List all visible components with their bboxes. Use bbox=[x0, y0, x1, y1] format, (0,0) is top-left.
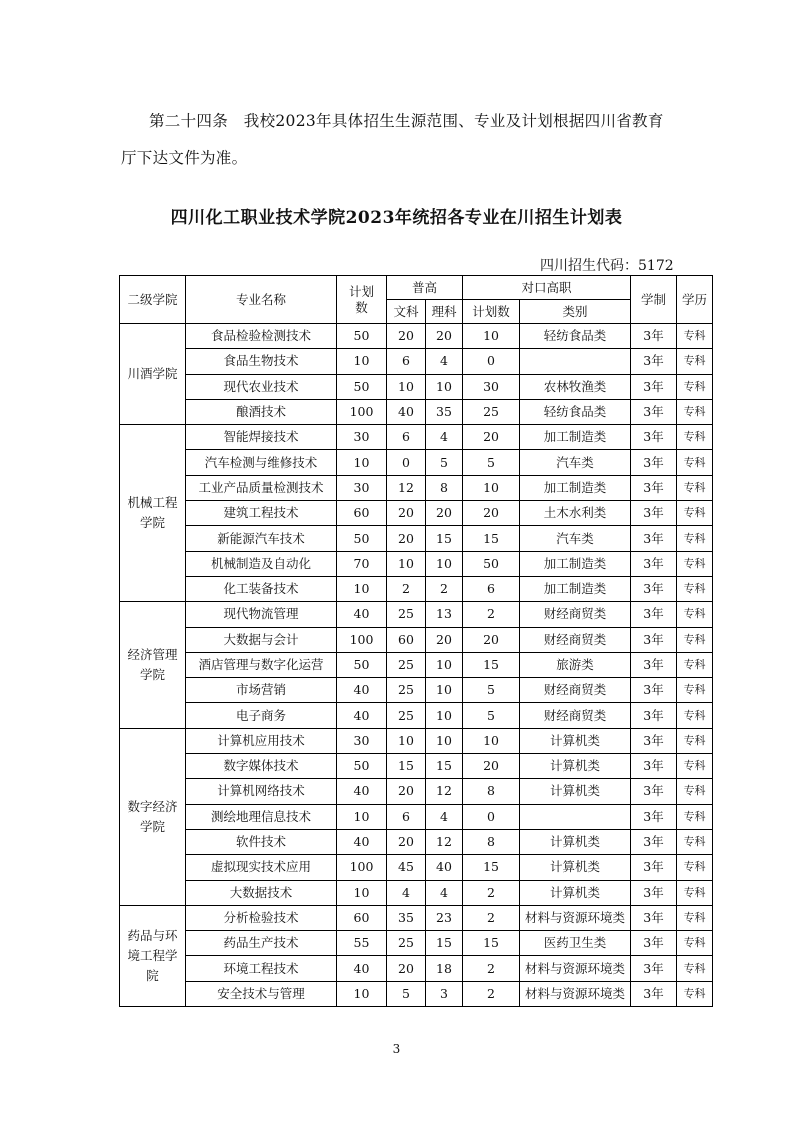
header-college: 二级学院 bbox=[120, 276, 186, 324]
duration-cell: 3年 bbox=[631, 931, 677, 956]
science-cell: 20 bbox=[426, 627, 463, 652]
category-cell: 材料与资源环境类 bbox=[520, 905, 631, 930]
level-cell: 专科 bbox=[677, 905, 713, 930]
science-cell: 12 bbox=[426, 829, 463, 854]
voc-plan-cell: 2 bbox=[463, 981, 520, 1006]
major-cell: 安全技术与管理 bbox=[186, 981, 337, 1006]
plan-cell: 100 bbox=[337, 855, 387, 880]
duration-cell: 3年 bbox=[631, 501, 677, 526]
table-row bbox=[120, 526, 713, 551]
science-cell: 4 bbox=[426, 880, 463, 905]
header-major: 专业名称 bbox=[186, 276, 337, 324]
voc-plan-cell: 8 bbox=[463, 829, 520, 854]
plan-cell: 50 bbox=[337, 324, 387, 349]
major-cell: 智能焊接技术 bbox=[186, 425, 337, 450]
category-cell: 加工制造类 bbox=[520, 475, 631, 500]
voc-plan-cell: 10 bbox=[463, 475, 520, 500]
arts-cell: 20 bbox=[387, 526, 426, 551]
category-cell: 材料与资源环境类 bbox=[520, 981, 631, 1006]
category-cell: 计算机类 bbox=[520, 880, 631, 905]
major-cell: 工业产品质量检测技术 bbox=[186, 475, 337, 500]
voc-plan-cell: 0 bbox=[463, 349, 520, 374]
science-cell: 2 bbox=[426, 576, 463, 601]
arts-cell: 40 bbox=[387, 399, 426, 424]
duration-cell: 3年 bbox=[631, 627, 677, 652]
level-cell: 专科 bbox=[677, 450, 713, 475]
plan-cell: 50 bbox=[337, 374, 387, 399]
science-cell: 4 bbox=[426, 804, 463, 829]
level-cell: 专科 bbox=[677, 324, 713, 349]
category-cell: 加工制造类 bbox=[520, 576, 631, 601]
arts-cell: 20 bbox=[387, 829, 426, 854]
voc-plan-cell: 2 bbox=[463, 602, 520, 627]
level-cell: 专科 bbox=[677, 956, 713, 981]
level-cell: 专科 bbox=[677, 551, 713, 576]
plan-cell: 55 bbox=[337, 931, 387, 956]
plan-cell: 40 bbox=[337, 956, 387, 981]
major-cell: 酿酒技术 bbox=[186, 399, 337, 424]
science-cell: 20 bbox=[426, 501, 463, 526]
category-cell: 土木水利类 bbox=[520, 501, 631, 526]
voc-plan-cell: 20 bbox=[463, 627, 520, 652]
major-cell: 现代农业技术 bbox=[186, 374, 337, 399]
table-row bbox=[120, 627, 713, 652]
page-number: 3 bbox=[392, 1042, 401, 1056]
duration-cell: 3年 bbox=[631, 324, 677, 349]
science-cell: 8 bbox=[426, 475, 463, 500]
category-cell: 加工制造类 bbox=[520, 425, 631, 450]
header-vocational: 对口高职 bbox=[463, 276, 631, 300]
table-row bbox=[120, 981, 713, 1006]
science-cell: 13 bbox=[426, 602, 463, 627]
plan-cell: 50 bbox=[337, 526, 387, 551]
duration-cell: 3年 bbox=[631, 678, 677, 703]
arts-cell: 25 bbox=[387, 652, 426, 677]
arts-cell: 15 bbox=[387, 754, 426, 779]
header-level: 学历 bbox=[677, 276, 713, 324]
header-science: 理科 bbox=[426, 300, 463, 324]
plan-cell: 10 bbox=[337, 349, 387, 374]
duration-cell: 3年 bbox=[631, 349, 677, 374]
table-row bbox=[120, 551, 713, 576]
science-cell: 15 bbox=[426, 526, 463, 551]
category-cell: 加工制造类 bbox=[520, 551, 631, 576]
category-cell: 农林牧渔类 bbox=[520, 374, 631, 399]
college-cell: 数字经济学院 bbox=[120, 728, 186, 905]
level-cell: 专科 bbox=[677, 754, 713, 779]
voc-plan-cell: 6 bbox=[463, 576, 520, 601]
arts-cell: 25 bbox=[387, 703, 426, 728]
enrollment-code: 四川招生代码：5172 bbox=[540, 258, 674, 274]
arts-cell: 0 bbox=[387, 450, 426, 475]
table-row bbox=[120, 855, 713, 880]
major-cell: 虚拟现实技术应用 bbox=[186, 855, 337, 880]
major-cell: 计算机网络技术 bbox=[186, 779, 337, 804]
science-cell: 15 bbox=[426, 754, 463, 779]
category-cell: 轻纺食品类 bbox=[520, 324, 631, 349]
table-body bbox=[120, 324, 713, 1007]
header-arts: 文科 bbox=[387, 300, 426, 324]
major-cell: 药品生产技术 bbox=[186, 931, 337, 956]
duration-cell: 3年 bbox=[631, 981, 677, 1006]
category-cell: 医药卫生类 bbox=[520, 931, 631, 956]
plan-cell: 30 bbox=[337, 728, 387, 753]
table-row bbox=[120, 703, 713, 728]
plan-cell: 10 bbox=[337, 804, 387, 829]
plan-cell: 10 bbox=[337, 576, 387, 601]
arts-cell: 20 bbox=[387, 956, 426, 981]
voc-plan-cell: 0 bbox=[463, 804, 520, 829]
arts-cell: 20 bbox=[387, 779, 426, 804]
level-cell: 专科 bbox=[677, 425, 713, 450]
college-cell: 经济管理学院 bbox=[120, 602, 186, 728]
duration-cell: 3年 bbox=[631, 880, 677, 905]
category-cell: 汽车类 bbox=[520, 526, 631, 551]
category-cell: 轻纺食品类 bbox=[520, 399, 631, 424]
voc-plan-cell: 5 bbox=[463, 703, 520, 728]
category-cell: 财经商贸类 bbox=[520, 627, 631, 652]
plan-cell: 50 bbox=[337, 754, 387, 779]
category-cell: 计算机类 bbox=[520, 728, 631, 753]
duration-cell: 3年 bbox=[631, 602, 677, 627]
major-cell: 计算机应用技术 bbox=[186, 728, 337, 753]
major-cell: 汽车检测与维修技术 bbox=[186, 450, 337, 475]
science-cell: 40 bbox=[426, 855, 463, 880]
level-cell: 专科 bbox=[677, 678, 713, 703]
duration-cell: 3年 bbox=[631, 576, 677, 601]
science-cell: 5 bbox=[426, 450, 463, 475]
voc-plan-cell: 15 bbox=[463, 526, 520, 551]
major-cell: 环境工程技术 bbox=[186, 956, 337, 981]
plan-cell: 40 bbox=[337, 779, 387, 804]
major-cell: 电子商务 bbox=[186, 703, 337, 728]
category-cell: 财经商贸类 bbox=[520, 678, 631, 703]
table-row bbox=[120, 450, 713, 475]
plan-cell: 10 bbox=[337, 981, 387, 1006]
plan-cell: 40 bbox=[337, 829, 387, 854]
plan-cell: 10 bbox=[337, 880, 387, 905]
duration-cell: 3年 bbox=[631, 526, 677, 551]
plan-cell: 40 bbox=[337, 678, 387, 703]
category-cell: 计算机类 bbox=[520, 829, 631, 854]
table-row bbox=[120, 501, 713, 526]
duration-cell: 3年 bbox=[631, 425, 677, 450]
duration-cell: 3年 bbox=[631, 399, 677, 424]
level-cell: 专科 bbox=[677, 855, 713, 880]
science-cell: 18 bbox=[426, 956, 463, 981]
table-row bbox=[120, 779, 713, 804]
science-cell: 10 bbox=[426, 374, 463, 399]
header-category: 类别 bbox=[520, 300, 631, 324]
level-cell: 专科 bbox=[677, 728, 713, 753]
level-cell: 专科 bbox=[677, 475, 713, 500]
plan-cell: 100 bbox=[337, 399, 387, 424]
plan-cell: 100 bbox=[337, 627, 387, 652]
voc-plan-cell: 20 bbox=[463, 425, 520, 450]
science-cell: 20 bbox=[426, 324, 463, 349]
duration-cell: 3年 bbox=[631, 804, 677, 829]
arts-cell: 60 bbox=[387, 627, 426, 652]
level-cell: 专科 bbox=[677, 501, 713, 526]
category-cell: 计算机类 bbox=[520, 754, 631, 779]
table-title: 四川化工职业技术学院2023年统招各专业在川招生计划表 bbox=[170, 208, 623, 228]
level-cell: 专科 bbox=[677, 349, 713, 374]
duration-cell: 3年 bbox=[631, 450, 677, 475]
duration-cell: 3年 bbox=[631, 703, 677, 728]
header-voc-plan: 计划数 bbox=[463, 300, 520, 324]
duration-cell: 3年 bbox=[631, 905, 677, 930]
table-row bbox=[120, 349, 713, 374]
major-cell: 软件技术 bbox=[186, 829, 337, 854]
plan-cell: 70 bbox=[337, 551, 387, 576]
duration-cell: 3年 bbox=[631, 374, 677, 399]
level-cell: 专科 bbox=[677, 526, 713, 551]
plan-cell: 60 bbox=[337, 905, 387, 930]
science-cell: 35 bbox=[426, 399, 463, 424]
arts-cell: 10 bbox=[387, 374, 426, 399]
level-cell: 专科 bbox=[677, 779, 713, 804]
article-line-2: 厅下达文件为准。 bbox=[121, 149, 248, 167]
level-cell: 专科 bbox=[677, 804, 713, 829]
major-cell: 酒店管理与数字化运营 bbox=[186, 652, 337, 677]
college-cell: 川酒学院 bbox=[120, 324, 186, 425]
major-cell: 食品检验检测技术 bbox=[186, 324, 337, 349]
level-cell: 专科 bbox=[677, 627, 713, 652]
category-cell: 汽车类 bbox=[520, 450, 631, 475]
arts-cell: 2 bbox=[387, 576, 426, 601]
major-cell: 市场营销 bbox=[186, 678, 337, 703]
duration-cell: 3年 bbox=[631, 551, 677, 576]
major-cell: 数字媒体技术 bbox=[186, 754, 337, 779]
table-row bbox=[120, 905, 713, 930]
science-cell: 10 bbox=[426, 678, 463, 703]
duration-cell: 3年 bbox=[631, 652, 677, 677]
level-cell: 专科 bbox=[677, 602, 713, 627]
arts-cell: 6 bbox=[387, 804, 426, 829]
category-cell: 计算机类 bbox=[520, 855, 631, 880]
plan-cell: 60 bbox=[337, 501, 387, 526]
college-cell: 药品与环境工程学院 bbox=[120, 905, 186, 1006]
category-cell: 旅游类 bbox=[520, 652, 631, 677]
voc-plan-cell: 2 bbox=[463, 880, 520, 905]
college-cell: 机械工程学院 bbox=[120, 425, 186, 602]
major-cell: 现代物流管理 bbox=[186, 602, 337, 627]
voc-plan-cell: 10 bbox=[463, 728, 520, 753]
table-row bbox=[120, 374, 713, 399]
major-cell: 大数据与会计 bbox=[186, 627, 337, 652]
category-cell bbox=[520, 349, 631, 374]
table-row bbox=[120, 399, 713, 424]
category-cell: 财经商贸类 bbox=[520, 703, 631, 728]
arts-cell: 10 bbox=[387, 728, 426, 753]
voc-plan-cell: 15 bbox=[463, 652, 520, 677]
table-row bbox=[120, 678, 713, 703]
arts-cell: 12 bbox=[387, 475, 426, 500]
level-cell: 专科 bbox=[677, 931, 713, 956]
duration-cell: 3年 bbox=[631, 475, 677, 500]
table-row bbox=[120, 425, 713, 450]
table-row bbox=[120, 931, 713, 956]
science-cell: 4 bbox=[426, 425, 463, 450]
table-row bbox=[120, 602, 713, 627]
science-cell: 10 bbox=[426, 703, 463, 728]
arts-cell: 4 bbox=[387, 880, 426, 905]
science-cell: 4 bbox=[426, 349, 463, 374]
duration-cell: 3年 bbox=[631, 779, 677, 804]
voc-plan-cell: 20 bbox=[463, 754, 520, 779]
major-cell: 分析检验技术 bbox=[186, 905, 337, 930]
arts-cell: 20 bbox=[387, 324, 426, 349]
science-cell: 23 bbox=[426, 905, 463, 930]
table-row bbox=[120, 956, 713, 981]
header-duration: 学制 bbox=[631, 276, 677, 324]
major-cell: 测绘地理信息技术 bbox=[186, 804, 337, 829]
voc-plan-cell: 2 bbox=[463, 956, 520, 981]
voc-plan-cell: 15 bbox=[463, 855, 520, 880]
table-row bbox=[120, 728, 713, 753]
table-row bbox=[120, 576, 713, 601]
voc-plan-cell: 50 bbox=[463, 551, 520, 576]
plan-cell: 40 bbox=[337, 703, 387, 728]
voc-plan-cell: 25 bbox=[463, 399, 520, 424]
major-cell: 机械制造及自动化 bbox=[186, 551, 337, 576]
major-cell: 建筑工程技术 bbox=[186, 501, 337, 526]
plan-cell: 40 bbox=[337, 602, 387, 627]
voc-plan-cell: 8 bbox=[463, 779, 520, 804]
level-cell: 专科 bbox=[677, 399, 713, 424]
arts-cell: 25 bbox=[387, 602, 426, 627]
plan-cell: 10 bbox=[337, 450, 387, 475]
plan-cell: 50 bbox=[337, 652, 387, 677]
header-general: 普高 bbox=[387, 276, 463, 300]
enrollment-plan-table bbox=[119, 275, 713, 1007]
level-cell: 专科 bbox=[677, 703, 713, 728]
article-paragraph bbox=[121, 103, 681, 177]
category-cell: 财经商贸类 bbox=[520, 602, 631, 627]
major-cell: 新能源汽车技术 bbox=[186, 526, 337, 551]
duration-cell: 3年 bbox=[631, 754, 677, 779]
level-cell: 专科 bbox=[677, 981, 713, 1006]
voc-plan-cell: 10 bbox=[463, 324, 520, 349]
duration-cell: 3年 bbox=[631, 829, 677, 854]
table-row bbox=[120, 652, 713, 677]
header-plan: 计划数 bbox=[337, 276, 387, 324]
duration-cell: 3年 bbox=[631, 728, 677, 753]
arts-cell: 10 bbox=[387, 551, 426, 576]
arts-cell: 25 bbox=[387, 678, 426, 703]
voc-plan-cell: 30 bbox=[463, 374, 520, 399]
arts-cell: 35 bbox=[387, 905, 426, 930]
plan-cell: 30 bbox=[337, 475, 387, 500]
level-cell: 专科 bbox=[677, 374, 713, 399]
voc-plan-cell: 15 bbox=[463, 931, 520, 956]
science-cell: 15 bbox=[426, 931, 463, 956]
science-cell: 10 bbox=[426, 728, 463, 753]
major-cell: 食品生物技术 bbox=[186, 349, 337, 374]
table-row bbox=[120, 804, 713, 829]
major-cell: 大数据技术 bbox=[186, 880, 337, 905]
arts-cell: 6 bbox=[387, 349, 426, 374]
arts-cell: 5 bbox=[387, 981, 426, 1006]
voc-plan-cell: 5 bbox=[463, 678, 520, 703]
level-cell: 专科 bbox=[677, 652, 713, 677]
arts-cell: 25 bbox=[387, 931, 426, 956]
science-cell: 12 bbox=[426, 779, 463, 804]
arts-cell: 45 bbox=[387, 855, 426, 880]
table-row bbox=[120, 324, 713, 349]
voc-plan-cell: 2 bbox=[463, 905, 520, 930]
table-row bbox=[120, 829, 713, 854]
duration-cell: 3年 bbox=[631, 956, 677, 981]
article-line-1: 第二十四条 我校2023年具体招生生源范围、专业及计划根据四川省教育 bbox=[149, 112, 664, 130]
table-row bbox=[120, 880, 713, 905]
table-row bbox=[120, 754, 713, 779]
level-cell: 专科 bbox=[677, 880, 713, 905]
arts-cell: 20 bbox=[387, 501, 426, 526]
science-cell: 3 bbox=[426, 981, 463, 1006]
science-cell: 10 bbox=[426, 652, 463, 677]
category-cell: 计算机类 bbox=[520, 779, 631, 804]
table-row bbox=[120, 475, 713, 500]
science-cell: 10 bbox=[426, 551, 463, 576]
category-cell bbox=[520, 804, 631, 829]
major-cell: 化工装备技术 bbox=[186, 576, 337, 601]
voc-plan-cell: 20 bbox=[463, 501, 520, 526]
category-cell: 材料与资源环境类 bbox=[520, 956, 631, 981]
voc-plan-cell: 5 bbox=[463, 450, 520, 475]
plan-cell: 30 bbox=[337, 425, 387, 450]
level-cell: 专科 bbox=[677, 576, 713, 601]
arts-cell: 6 bbox=[387, 425, 426, 450]
level-cell: 专科 bbox=[677, 829, 713, 854]
duration-cell: 3年 bbox=[631, 855, 677, 880]
